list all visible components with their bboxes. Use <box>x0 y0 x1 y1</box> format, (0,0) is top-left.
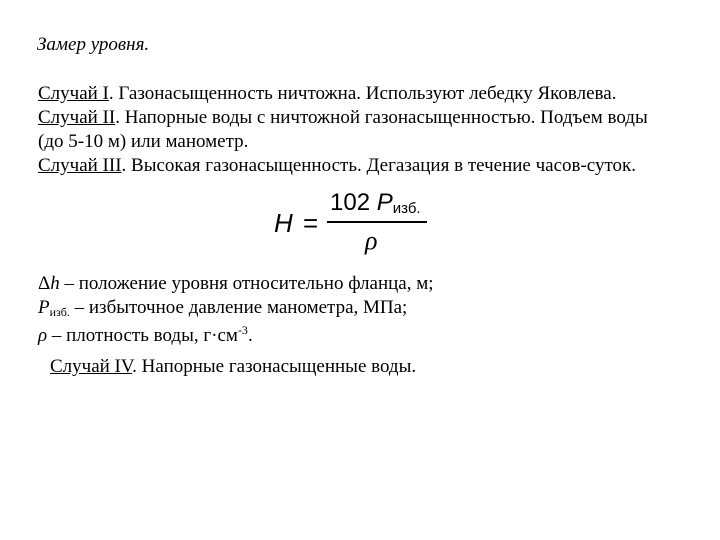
case-3-line <box>38 154 698 178</box>
case-4-line <box>50 355 416 379</box>
definition-symbol: Δ <box>38 273 51 294</box>
formula-subscript: изб. <box>392 200 421 217</box>
definition-symbol-italic: ρ <box>38 325 48 346</box>
case-1-line <box>38 82 698 106</box>
case-2-label: Случай II <box>38 107 116 128</box>
case-2-line-continued <box>38 130 698 154</box>
case-4-label: Случай IV <box>50 356 133 377</box>
definition-density <box>38 324 698 348</box>
definition-text: – избыточное давление манометра, МПа; <box>69 297 408 318</box>
definition-pressure <box>38 296 698 324</box>
formula-variable: P <box>376 189 393 216</box>
fraction-bar <box>327 221 427 223</box>
cases-list <box>38 82 698 178</box>
case-3-label: Случай III <box>38 155 122 176</box>
formula-lhs: H <box>274 208 293 238</box>
case-1-label: Случай I <box>38 83 109 104</box>
case-3-text: . Высокая газонасыщенность. Дегазация в течение часов-суток. <box>121 155 637 176</box>
definition-delta-h <box>38 272 698 296</box>
level-formula <box>272 188 442 263</box>
formula-numerator <box>330 189 421 223</box>
case-1-text: . Газонасыщенность ничтожна. Используют лебедку Яковлева. <box>108 83 617 104</box>
definition-symbol-italic: h <box>50 273 60 294</box>
definition-subscript: изб. <box>49 305 70 319</box>
case-2-line <box>38 106 698 130</box>
definition-text: – плотность воды, г·см <box>47 325 238 346</box>
case-2-text: . Напорные воды с ничтожной газонасыщенностью. Подъем воды <box>115 107 648 128</box>
slide-title: Замер уровня. <box>37 34 150 55</box>
definition-superscript: -3 <box>237 323 248 337</box>
definitions-list <box>38 272 698 348</box>
case-4-text: . Напорные газонасыщенные воды. <box>132 356 417 377</box>
definition-text: – положение уровня относительно фланца, м; <box>59 273 434 294</box>
case-2-text-continued: (до 5-10 м) или манометр. <box>38 131 249 152</box>
formula-denominator: ρ <box>365 226 378 255</box>
definition-tail: . <box>247 325 253 346</box>
formula-equals: = <box>303 208 319 238</box>
definition-symbol-italic: P <box>38 297 50 318</box>
formula-coefficient: 102 <box>330 189 371 216</box>
